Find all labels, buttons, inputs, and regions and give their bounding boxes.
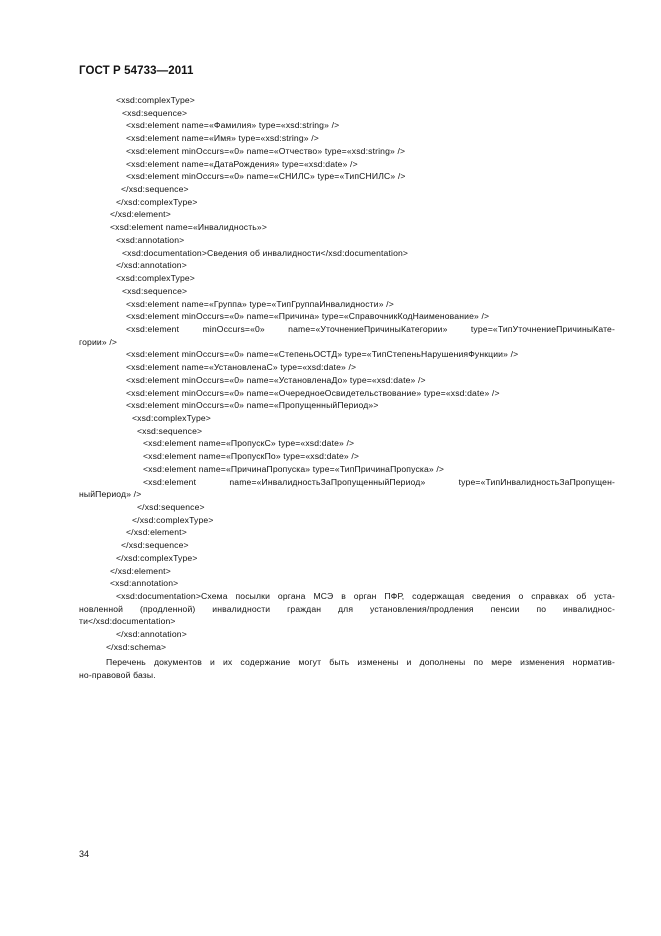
- paragraph-line: но-правовой базы.: [79, 669, 156, 680]
- code-line: <xsd:element minOccurs=«0» name=«ОчередноеОсвидетельствование» type=«xsd:date» />: [126, 387, 500, 398]
- closing-paragraph: [79, 656, 615, 682]
- code-line: <xsd:element name=«Имя» type=«xsd:string» />: [126, 133, 319, 144]
- code-line: <xsd:complexType>: [116, 273, 195, 284]
- paragraph-line: Перечень документов и их содержание могут быть изменены и дополнены по мере изменения норматив-: [106, 657, 615, 667]
- code-line: </xsd:sequence>: [121, 540, 189, 551]
- code-line: <xsd:documentation>Сведения об инвалидности</xsd:documentation>: [122, 247, 409, 258]
- code-line: <xsd:complexType>: [132, 412, 211, 423]
- code-line: <xsd:element minOccurs=«0» name=«СНИЛС» type=«ТипСНИЛС» />: [126, 171, 406, 182]
- xsd-code-block: [79, 94, 615, 654]
- code-line: ныйПериод» />: [79, 489, 142, 500]
- code-line: <xsd:annotation>: [116, 234, 185, 245]
- code-line: </xsd:schema>: [106, 641, 167, 652]
- code-line: <xsd:element minOccurs=«0» name=«УточнениеПричиныКатегории» type=«ТипУточнениеПричиныКате-: [126, 323, 615, 334]
- code-line: </xsd:complexType>: [116, 552, 198, 563]
- code-line: <xsd:sequence>: [122, 285, 188, 296]
- code-line: <xsd:complexType>: [116, 95, 195, 105]
- code-line: <xsd:documentation>Схема посылки органа МСЭ в орган ПФР, содержащая сведения о справках об уста-: [116, 591, 615, 602]
- code-line: <xsd:annotation>: [110, 578, 179, 589]
- code-line: </xsd:sequence>: [121, 184, 189, 195]
- code-line: </xsd:complexType>: [132, 514, 214, 525]
- code-line: <xsd:element minOccurs=«0» name=«Причина» type=«СправочникКодНаименование» />: [126, 311, 490, 322]
- code-line: гории» />: [79, 336, 118, 347]
- code-line: <xsd:sequence>: [122, 107, 188, 118]
- code-line: </xsd:annotation>: [116, 260, 187, 271]
- code-line: <xsd:element name=«Фамилия» type=«xsd:string» />: [126, 120, 340, 131]
- code-line: </xsd:annotation>: [116, 629, 187, 640]
- code-line: <xsd:element minOccurs=«0» name=«СтепеньОСТД» type=«ТипСтепеньНарушенияФункции» />: [126, 349, 519, 360]
- code-line: <xsd:element minOccurs=«0» name=«УстановленаДо» type=«xsd:date» />: [126, 374, 426, 385]
- code-line: <xsd:element name=«УстановленаС» type=«xsd:date» />: [126, 362, 357, 373]
- code-line: </xsd:element>: [126, 527, 187, 538]
- code-line: <xsd:element name=«ПропускПо» type=«xsd:date» />: [143, 451, 360, 462]
- code-line: <xsd:element name=«ДатаРождения» type=«xsd:date» />: [126, 158, 358, 169]
- code-line: <xsd:sequence>: [137, 425, 203, 436]
- page-number: 34: [79, 849, 90, 859]
- code-line: <xsd:element minOccurs=«0» name=«Отчество» type=«xsd:string» />: [126, 145, 406, 156]
- code-line: <xsd:element name=«ПропускС» type=«xsd:date» />: [143, 438, 355, 449]
- code-line: <xsd:element name=«Группа» type=«ТипГруппаИнвалидности» />: [126, 298, 394, 309]
- code-line: </xsd:element>: [110, 565, 171, 576]
- code-line: <xsd:element name=«ИнвалидностьЗаПропущенныйПериод» type=«ТипИнвалидностьЗаПропущен-: [143, 476, 615, 487]
- code-line: </xsd:element>: [110, 209, 171, 220]
- code-line: </xsd:complexType>: [116, 196, 198, 207]
- document-header: ГОСТ Р 54733—2011: [79, 65, 194, 77]
- code-line: новленной (продленной) инвалидности граждан для установления/продления пенсии по инвалиднос-: [79, 603, 615, 614]
- code-line: <xsd:element name=«ПричинаПропуска» type=«ТипПричинаПропуска» />: [143, 463, 445, 474]
- code-line: <xsd:element minOccurs=«0» name=«ПропущенныйПериод»>: [126, 400, 379, 411]
- code-line: </xsd:sequence>: [137, 502, 205, 512]
- code-line: ти</xsd:documentation>: [79, 616, 176, 627]
- code-line: <xsd:element name=«Инвалидность»>: [110, 222, 268, 233]
